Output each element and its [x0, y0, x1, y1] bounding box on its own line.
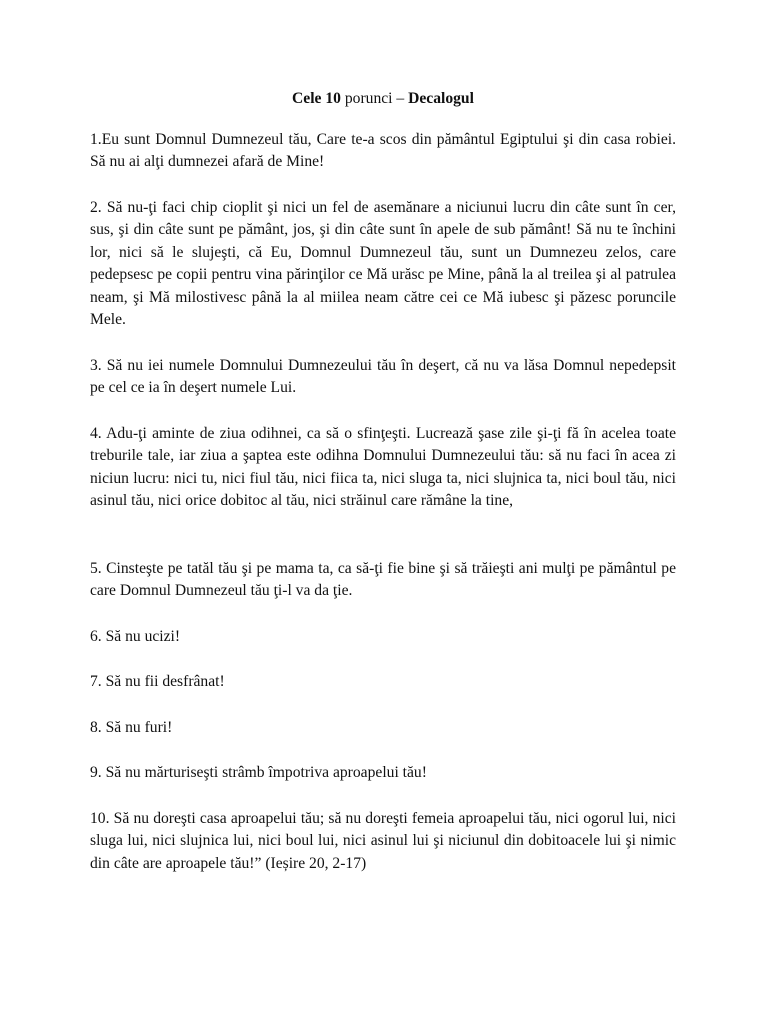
commandment-5: 5. Cinsteşte pe tatăl tău şi pe mama ta, ca să-ţi fie bine şi să trăieşti ani mulţi pe pământul pe care Domnul Dumnezeul tău ţi-l va da ţie.: [90, 559, 676, 599]
commandment-1: 1.Eu sunt Domnul Dumnezeul tău, Care te-a scos din pământul Egiptului şi din casa robiei. Să nu ai alţi dumnezei afară de Mine!: [90, 130, 676, 170]
commandment-3: 3. Să nu iei numele Domnului Dumnezeului tău în deşert, că nu va lăsa Domnul nepedepsit pe cel ce ia în deşert numele Lui.: [90, 356, 676, 396]
title-bold-count: Cele 10: [292, 90, 341, 107]
commandment-4: 4. Adu-ţi aminte de ziua odihnei, ca să o sfinţeşti. Lucrează şase zile şi-ţi fă în acelea toate treburile tale, iar ziua a şaptea este odihna Domnului Dumnezeului tău: să nu faci în acea zi niciun lucru: nici tu, nici fiul tău, nici fiica ta, nici sluga ta, nici slujnica ta, nici boul tău, nici asinul tău, nici orice dobitoc al tău, nici străinul care rămâne la tine,: [90, 424, 676, 509]
document-title: [90, 88, 676, 111]
commandment-7: 7. Să nu fii desfrânat!: [90, 673, 225, 690]
document-page: [90, 88, 676, 898]
commandment-6: 6. Să nu ucizi!: [90, 627, 181, 645]
commandment-8: 8. Să nu furi!: [90, 718, 173, 736]
title-bold-name: Decalogul: [408, 90, 474, 107]
commandment-9: 9. Să nu mărturiseşti strâmb împotriva aproapelui tău!: [90, 764, 427, 781]
commandment-2: 2. Să nu-ţi faci chip cioplit şi nici un fel de asemănare a niciunui lucru din câte sunt în cer, sus, şi din câte sunt pe pământ, jos, şi din câte sunt în apele de sub pământ! Să nu te închini lor, nici să le slujeşti, că Eu, Domnul Dumnezeul tău, sunt un Dumnezeu zelos, care pedepsesc pe copii pentru vina părinţilor ce Mă urăsc pe Mine, până la al treilea şi al patrulea neam, şi Mă milostivesc până la al miilea neam către cei ce Mă iubesc şi păzesc poruncile Mele.: [90, 198, 676, 328]
title-middle: porunci –: [340, 90, 409, 107]
commandment-10: 10. Să nu doreşti casa aproapelui tău; să nu doreşti femeia aproapelui tău, nici ogorul lui, nici sluga lui, nici slujnica lui, nici boul lui, nici asinul lui şi niciunul din dobitoacele lui şi nimic din câte are aproapele tău!” (Ieșire 20, 2-17): [90, 809, 676, 872]
